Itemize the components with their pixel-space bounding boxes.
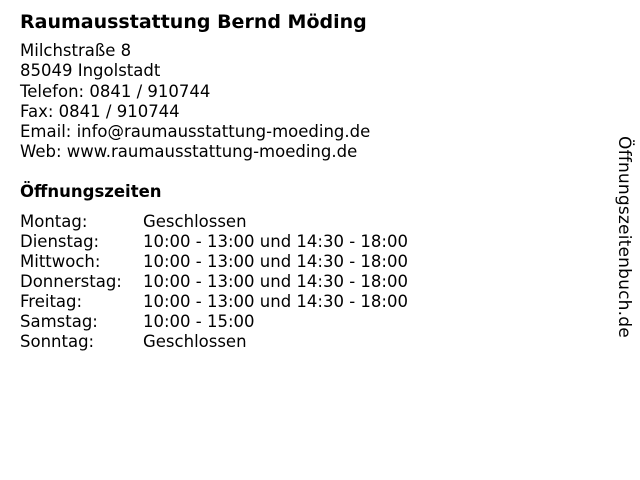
email-line: Email: info@raumausstattung-moeding.de [20,122,371,142]
time-value: 10:00 - 13:00 und 14:30 - 18:00 [143,231,408,251]
day-label: Donnerstag: [20,271,122,291]
hours-row-tuesday [20,232,600,252]
hours-row-wednesday [20,252,600,272]
hours-row-monday [20,212,600,232]
watermark-site-name: Öffnungszeitenbuch.de [614,136,634,338]
day-label: Mittwoch: [20,251,101,271]
day-label: Montag: [20,211,88,231]
day-label: Dienstag: [20,231,100,251]
phone-line: Telefon: 0841 / 910744 [20,81,211,101]
address-street: Milchstraße 8 [20,41,132,60]
opening-hours-title: Öffnungszeiten [20,181,162,201]
day-label: Sonntag: [20,331,95,351]
time-value: 10:00 - 13:00 und 14:30 - 18:00 [143,271,408,291]
time-value: Geschlossen [143,331,247,351]
hours-row-sunday [20,332,600,352]
hours-row-friday [20,292,600,312]
address-city: 85049 Ingolstadt [20,61,161,81]
hours-row-saturday [20,312,600,332]
time-value: 10:00 - 13:00 und 14:30 - 18:00 [143,291,408,311]
opening-hours-table [20,212,600,352]
hours-row-thursday [20,272,600,292]
business-card [20,10,600,352]
web-line: Web: www.raumausstattung-moeding.de [20,142,358,162]
time-value: 10:00 - 13:00 und 14:30 - 18:00 [143,251,408,271]
day-label: Freitag: [20,291,83,311]
business-name: Raumausstattung Bernd Möding [20,11,367,33]
day-label: Samstag: [20,311,98,331]
fax-line: Fax: 0841 / 910744 [20,101,180,121]
time-value: 10:00 - 15:00 [143,311,255,331]
time-value: Geschlossen [143,211,247,231]
